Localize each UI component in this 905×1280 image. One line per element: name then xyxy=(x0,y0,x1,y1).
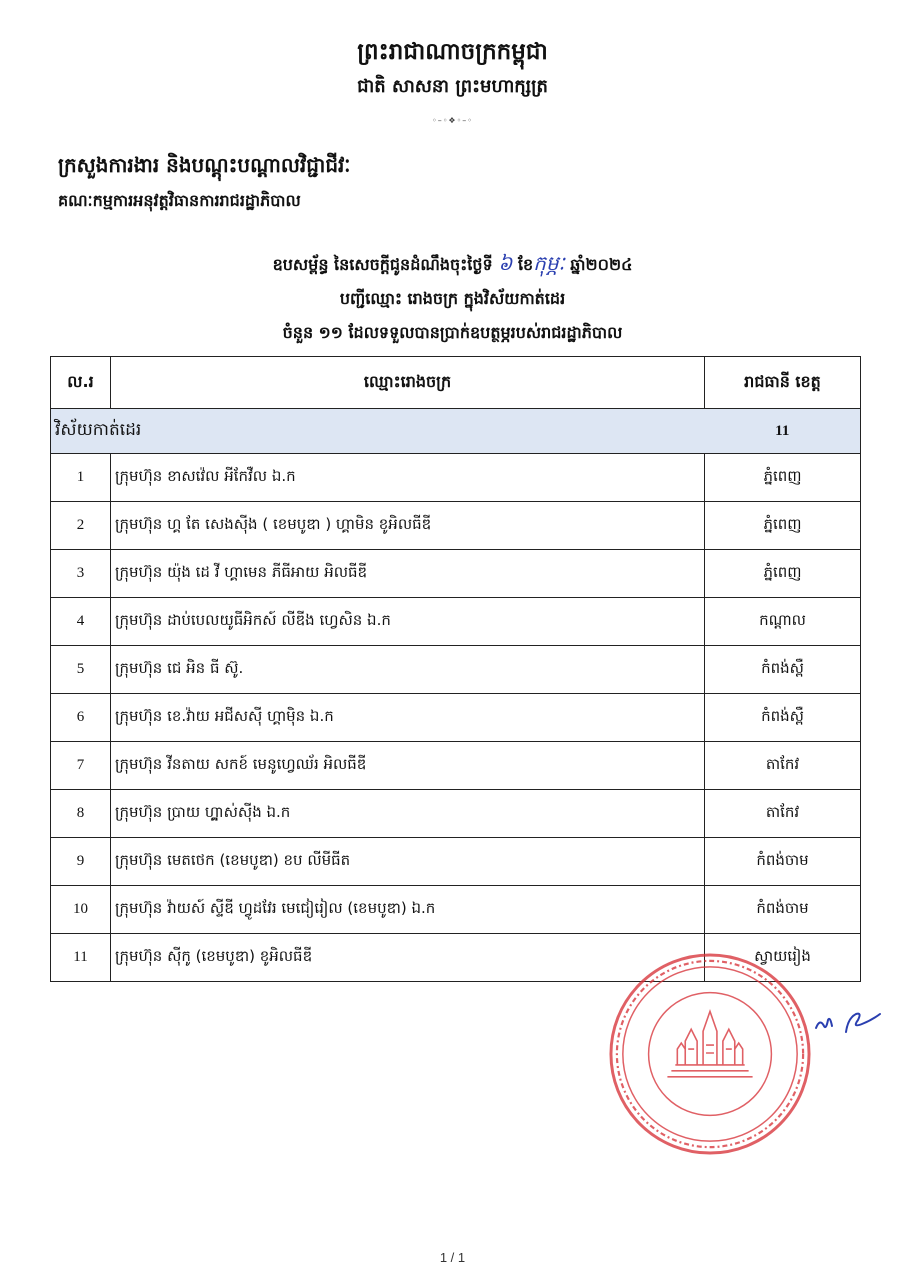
annex-year: ឆ្នាំ២០២៤ xyxy=(570,255,633,274)
factory-table xyxy=(50,356,861,982)
row-number: 1 xyxy=(51,454,111,502)
row-number: 10 xyxy=(51,886,111,934)
row-number: 5 xyxy=(51,646,111,694)
sector-label: វិស័យកាត់ដេរ xyxy=(51,409,705,454)
province-name: ភ្នំពេញ xyxy=(705,502,861,550)
factory-name: ក្រុមហ៊ុន វីនតាយ សកខ៍ មេនូហ្វេឈ័រ អិលធីឌី xyxy=(111,742,705,790)
header-no: ល.រ xyxy=(51,357,111,409)
province-name: ភ្នំពេញ xyxy=(705,550,861,598)
annex-prefix: ឧបសម្ព័ន្ធ នៃសេចក្តីជូនដំណឹងចុះថ្ងៃទី xyxy=(272,255,493,274)
factory-name: ក្រុមហ៊ុន យ៉ុង ដេ វី ហ្គាមេន ភីធីអាយ អិលធីឌី xyxy=(111,550,705,598)
official-stamp xyxy=(606,950,814,1158)
sector-row xyxy=(51,409,861,454)
province-name: តាកែវ xyxy=(705,742,861,790)
kingdom-title: ព្រះរាជាណាចក្រកម្ពុជា xyxy=(357,39,548,65)
row-number: 11 xyxy=(51,934,111,982)
committee-name: គណៈកម្មការអនុវត្តវិធានការរាជរដ្ឋាភិបាល xyxy=(58,191,301,210)
table-row xyxy=(51,598,861,646)
row-number: 6 xyxy=(51,694,111,742)
row-number: 7 xyxy=(51,742,111,790)
table-row xyxy=(51,742,861,790)
factory-name: ក្រុមហ៊ុន មេតថេក (ខេមបូឌា) ខប លីមីធីត xyxy=(111,838,705,886)
table-header-row xyxy=(51,357,861,409)
factory-name: ក្រុមហ៊ុន ប្រាយ ហ្គ្លាស់ស៊ីង ឯ.ក xyxy=(111,790,705,838)
row-number: 2 xyxy=(51,502,111,550)
factory-name: ក្រុមហ៊ុន ជេ អិន ធី ស៊ូ. xyxy=(111,646,705,694)
table-row xyxy=(51,790,861,838)
national-motto: ជាតិ សាសនា ព្រះមហាក្សត្រ xyxy=(357,76,548,97)
ministry-name: ក្រសួងការងារ និងបណ្តុះបណ្តាលវិជ្ជាជីវៈ xyxy=(58,153,351,177)
table-row xyxy=(51,838,861,886)
province-name: កណ្តាល xyxy=(705,598,861,646)
province-name: ស្វាយរៀង xyxy=(705,934,861,982)
province-name: ភ្នំពេញ xyxy=(705,454,861,502)
list-title: បញ្ជីឈ្មោះ រោងចក្រ ក្នុងវិស័យកាត់ដេរ xyxy=(339,289,566,308)
page-number: 1 / 1 xyxy=(439,1250,466,1265)
header-name: ឈ្មោះរោងចក្រ xyxy=(111,357,705,409)
table-row xyxy=(51,886,861,934)
factory-name: ក្រុមហ៊ុន វ៉ាយស៍ ស្ទីឌី ហ្វូដវែរ មេជៀរៀល (ខេមបូឌា) ឯ.ក xyxy=(111,886,705,934)
province-name: កំពង់ចាម xyxy=(705,886,861,934)
table-row xyxy=(51,694,861,742)
table-row xyxy=(51,454,861,502)
factory-name: ក្រុមហ៊ុន ខេ.វ៉ាយ អជីសស៊ី ហ្គាម៉ិន ឯ.ក xyxy=(111,694,705,742)
row-number: 8 xyxy=(51,790,111,838)
annex-title xyxy=(0,250,905,280)
factory-name: ក្រុមហ៊ុន ស៊ីកូ (ខេមបូឌា) ខូអិលធីឌី xyxy=(111,934,705,982)
list-subtitle: ចំនួន ១១ ដែលទទួលបានប្រាក់ឧបត្ថម្ភរបស់រាជរដ្ឋាភិបាល xyxy=(282,323,623,342)
sector-count: 11 xyxy=(705,409,861,454)
row-number: 4 xyxy=(51,598,111,646)
factory-name: ក្រុមហ៊ុន ខាសវ៉េល អីកែវឺល ឯ.ក xyxy=(111,454,705,502)
factory-name: ក្រុមហ៊ុន ហ្គ តែ សេងស៊ីង ( ខេមបូឌា ) ហ្គាមិន ខូអិលធីឌី xyxy=(111,502,705,550)
annex-day: ៦ xyxy=(498,251,513,275)
table-row xyxy=(51,502,861,550)
province-name: តាកែវ xyxy=(705,790,861,838)
ornament-divider: ◦–◦❖◦–◦ xyxy=(431,116,474,125)
header-province: រាជធានី ខេត្ត xyxy=(705,357,861,409)
signature xyxy=(812,1008,884,1038)
factory-name: ក្រុមហ៊ុន ដាប់បេលយូធីអិកស៍ លីឌីង ហ្វេសិន ឯ.ក xyxy=(111,598,705,646)
table-row xyxy=(51,550,861,598)
row-number: 3 xyxy=(51,550,111,598)
row-number: 9 xyxy=(51,838,111,886)
province-name: កំពង់ស្ពឺ xyxy=(705,694,861,742)
annex-month: កុម្ភៈ xyxy=(533,251,565,275)
province-name: កំពង់ស្ពឺ xyxy=(705,646,861,694)
province-name: កំពង់ចាម xyxy=(705,838,861,886)
table-row xyxy=(51,646,861,694)
annex-month-label: ខែ xyxy=(517,255,534,274)
